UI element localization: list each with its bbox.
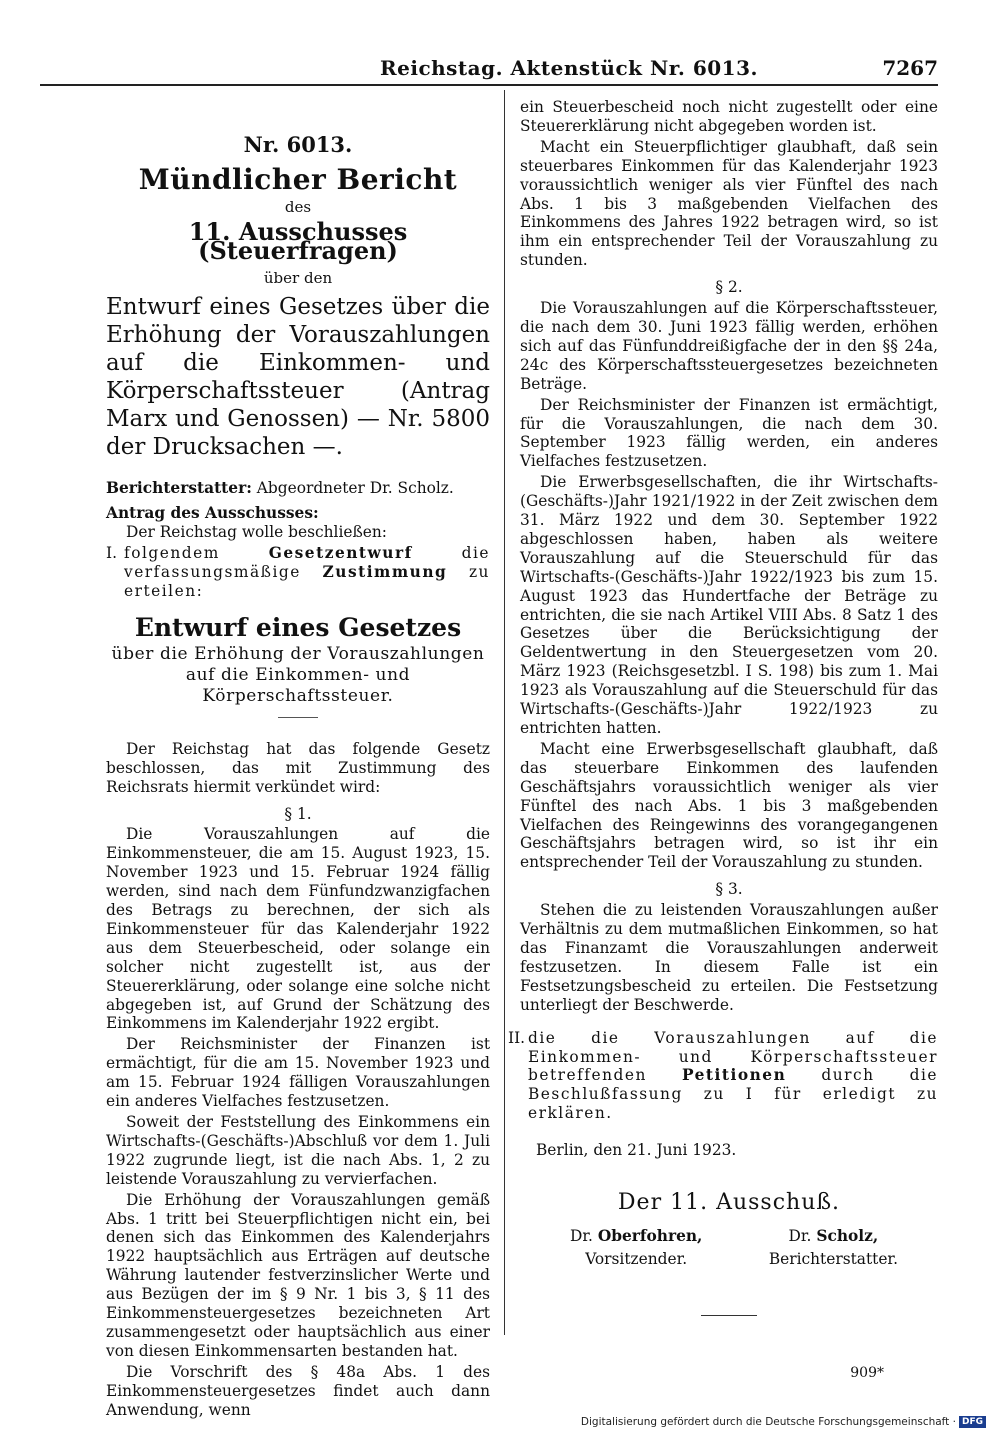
report-title: Mündlicher Bericht (138, 162, 458, 196)
signature-block (520, 1227, 938, 1269)
sig1-title: Dr. (570, 1226, 593, 1245)
bill-title: Entwurf eines Gesetzes (134, 612, 462, 642)
rapporteur-name: Abgeordneter Dr. Scholz. (256, 479, 454, 498)
motion-heading: Antrag des Ausschusses: (106, 504, 319, 523)
bill-subtitle: über die Erhöhung der Vorauszahlungen auf die Einkommen- und Körperschaftssteuer. (111, 643, 485, 706)
section-1-paragraph-3: Soweit der Feststellung des Einkommens ein Wirtschafts-(Geschäfts-)Abschluß vor dem 1. Juli 1922 zugrunde liegt, ist die nach Abs. 1, 2 zu leistende Vorauszahlung zu vervierfachen. (106, 1113, 490, 1188)
sig1-role: Vorsitzender. (585, 1249, 688, 1268)
item-i-bold-zustimmung: Zustimmung (322, 563, 448, 582)
item-ii-bold-petitionen: Petitionen (681, 1066, 787, 1085)
continued-paragraph: ein Steuerbescheid noch nicht zugestellt oder eine Steuererklärung nicht abgegeben worden ist. (520, 98, 938, 135)
left-column (106, 96, 490, 1419)
preamble: Der Reichstag hat das folgende Gesetz beschlossen, das mit Zustimmung des Reichsrats hiermit verkündet wird: (106, 739, 490, 796)
sig2-role: Berichterstatter. (768, 1249, 898, 1268)
page-number: 7267 (882, 56, 938, 80)
section-1-paragraph-2: Der Reichsminister der Finanzen ist ermächtigt, für die am 15. November 1923 und am 15. Februar 1924 fälligen Vorauszahlungen ein anderes Vielfaches festzusetzen. (106, 1035, 490, 1111)
section-1-paragraph-5: Die Vorschrift des § 48a Abs. 1 des Einkommensteuergesetzes findet auch dann Anwendung, wenn (106, 1362, 490, 1419)
section-3-paragraph-1: Stehen die zu leistenden Vorauszahlungen außer Verhältnis zu dem mutmaßlichen Einkommen, so hat das Finanzamt die Vorauszahlungen anderweit festzusetzen. In diesem Falle ist ein Festsetzungsbescheid zu erteilen. Die Festsetzung unterliegt der Beschwerde. (520, 901, 938, 1014)
motion-item-ii (508, 1029, 938, 1124)
item-ii-text-pre: die die Vorauszahlungen auf die Einkommen- und Körperschaftssteuer betreffenden (528, 1028, 938, 1085)
footer-text: Digitalisierung gefördert durch die Deutsche Forschungsgemeinschaft · (580, 1416, 956, 1428)
section-1-paragraph-4: Die Erhöhung der Vorauszahlungen gemäß Abs. 1 tritt bei Steuerpflichtigen nicht ein, bei denen sich das Einkommen des Kalenderjahrs 1922 hauptsächlich aus Erträgen auf deutsche Währung lautender festverzinslicher Werte und aus Bezügen der im § 9 Nr. 1 bis 3, § 11 des Einkommensteuergesetzes bezeichneten Art zusammengesetzt oder hauptsächlich aus einer von diesen Einkommensarten bestanden hat. (106, 1190, 490, 1360)
sig2-title: Dr. (788, 1226, 812, 1245)
item-i-bold-gesetzentwurf: Gesetzentwurf (268, 544, 413, 563)
dfg-logo: DFG (959, 1416, 986, 1428)
item-ii-number: II. (508, 1028, 526, 1047)
digitization-footer (581, 1416, 986, 1428)
right-column (508, 96, 938, 1381)
section-2-heading: § 2. (715, 278, 743, 297)
committee-title: 11. Ausschusses (Steuerfragen) (188, 216, 408, 265)
document-number: Nr. 6013. (243, 132, 353, 157)
sig2-name: Scholz, (816, 1226, 879, 1245)
signature-rapporteur (769, 1227, 898, 1269)
section-3-heading: § 3. (715, 880, 743, 899)
motion-intro: Der Reichstag wolle beschließen: (126, 523, 387, 542)
rapporteur-label: Berichterstatter: (106, 479, 252, 498)
divider-rule (278, 717, 318, 718)
end-rule (701, 1315, 757, 1316)
motion-item-i (106, 544, 490, 601)
rapporteur-line (106, 479, 490, 498)
section-2-paragraph-1: Die Vorauszahlungen auf die Körperschaftssteuer, die nach dem 30. Juni 1923 fällig werden, erhöhen sich auf das Fünfunddreißigfache der in den §§ 24a, 24c des Körperschaftssteuergesetzes bezeichneten Beträge. (520, 299, 938, 393)
signature-chairman (570, 1227, 702, 1269)
section-2-paragraph-3: Die Erwerbsgesellschaften, die ihr Wirtschafts-(Geschäfts-)Jahr 1921/1922 in der Zeit zwischen dem 31. März 1922 und dem 30. September 1922 abgeschlossen haben, haben als weitere Vorauszahlung auf die Steuerschuld für das Wirtschafts-(Geschäfts-)Jahr 1922/1923 bis zum 15. August 1923 das Hundertfache der Beträge zu entrichten, die sie nach Artikel VIII Abs. 8 Satz 1 des Gesetzes über die Berücksichtigung der Geldentwertung in den Steuergesetzen vom 20. März 1923 (Reichsgesetzbl. I S. 198) bis zum 1. Mai 1923 als Vorauszahlung auf die Steuerschuld für das Wirtschafts-(Geschäfts-)Jahr 1922/1923 zu entrichten hatten. (520, 473, 938, 737)
item-i-text-mid: die verfassungsmäßige (124, 544, 490, 582)
column-divider (504, 90, 505, 1335)
section-1-paragraph-1: Die Vorauszahlungen auf die Einkommensteuer, die am 15. August 1923, 15. November 1923 und 15. Februar 1924 fällig werden, sind nach dem Fünfundzwanzigfachen des Betrags zu berechnen, der sich als Einkommensteuer für das Kalenderjahr 1922 aus dem Steuerbescheid, oder solange ein solcher nicht zugestellt ist, aus der Steuererklärung, oder solange eine solche nicht abgegeben ist, auf Grund der Schätzung des Einkommens im Kalenderjahr 1922 ergibt. (106, 825, 490, 1033)
running-header (40, 56, 938, 86)
section-2-paragraph-2: Der Reichsminister der Finanzen ist ermächtigt, für die Vorauszahlungen, die nach dem 30. September 1923 fällig werden, ein anderes Vielfaches festzusetzen. (520, 395, 938, 471)
sheet-signature-mark: 909* (850, 1364, 884, 1381)
item-i-text-post: zu erteilen: (124, 563, 490, 600)
item-i-text-pre: folgendem (124, 544, 220, 563)
section-1-heading: § 1. (284, 804, 312, 823)
ueber-den-label: über den (263, 268, 333, 287)
sig1-name: Oberfohren, (597, 1226, 703, 1245)
section-1-paragraph-6: Macht ein Steuerpflichtiger glaubhaft, daß sein steuerbares Einkommen für das Kalenderjahr 1923 voraussichtlich weniger als vier Fünftel des nach Abs. 1 bis 3 maßgebenden Vielfachen des Einkommens des Jahres 1922 betragen wird, so ist ihm ein entsprechender Teil der Vorauszahlung zu stunden. (520, 137, 938, 270)
committee-signature-heading: Der 11. Ausschuß. (617, 1190, 841, 1216)
place-date: Berlin, den 21. Juni 1923. (536, 1141, 737, 1160)
running-title: Reichstag. Aktenstück Nr. 6013. (380, 56, 758, 80)
item-ii-text-post: durch die Beschlußfassung zu I für erledigt zu erklären. (528, 1066, 938, 1123)
des-label: des (284, 197, 312, 216)
item-i-number: I. (106, 544, 117, 563)
draft-title: Entwurf eines Gesetzes über die Erhöhung der Vorauszahlungen auf die Einkommen- und Körperschaftssteuer (Antrag Marx und Genossen) — Nr. 5800 der Drucksachen —. (106, 294, 490, 461)
section-2-paragraph-4: Macht eine Erwerbsgesellschaft glaubhaft, daß das steuerbare Einkommen des laufenden Geschäftsjahrs voraussichtlich weniger als vier Fünftel des nach Abs. 1 bis 3 maßgebenden Vielfachen des Reingewinns des vorangegangenen Geschäftsjahrs betragen wird, so ist ihr ein entsprechender Teil der Vorauszahlung zu stunden. (520, 739, 938, 872)
